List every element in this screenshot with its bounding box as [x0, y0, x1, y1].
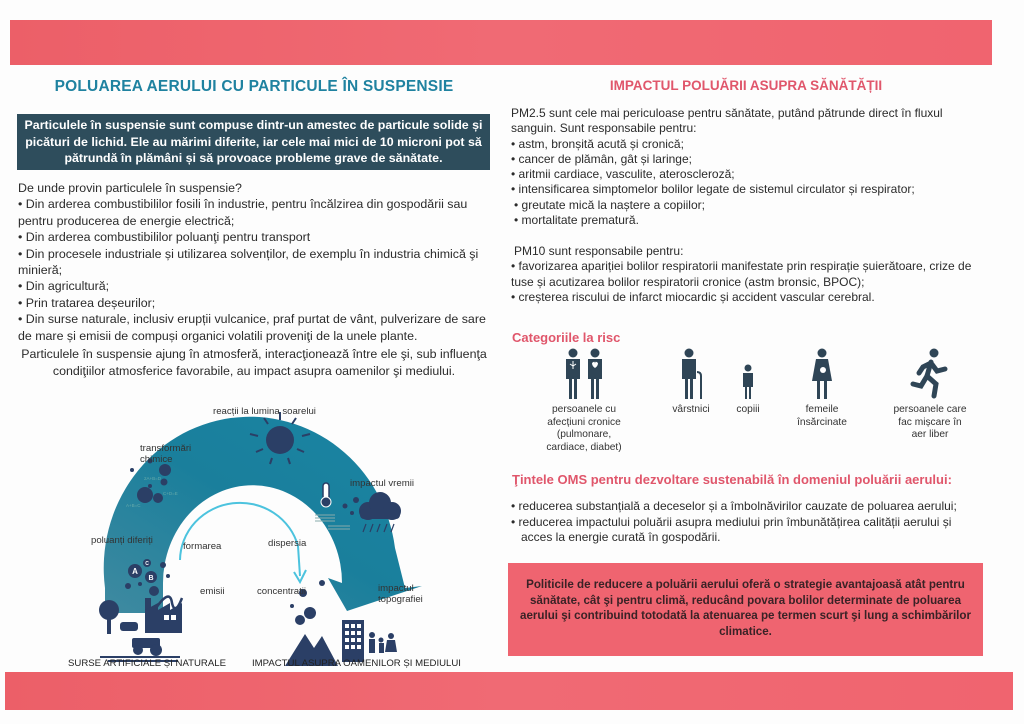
car-icon: [120, 622, 138, 631]
atmosphere-paragraph: Particulele în suspensie ajung în atmosferă, interacţionează între ele şi, sub influenţa condiţiilor atmosferice favorabile, au impact asupra oamenilor şi mediului.: [21, 347, 487, 378]
risk-category-pregnant: [790, 348, 854, 429]
right-section-title: IMPACTUL POLUĂRII ASUPRA SĂNĂTĂȚII: [609, 78, 883, 93]
oms-target-item: acces la energie curată în gospodării.: [521, 530, 721, 544]
label-formation: formarea: [183, 541, 222, 552]
oms-targets-list: [511, 499, 991, 546]
risk-category-children: [728, 348, 768, 417]
risk-category-label: persoanele cu afecțiuni cronice (pulmonare, cardiace, diabet): [546, 404, 622, 453]
pm25-section: [511, 106, 991, 228]
left-section-title: POLUAREA AERULUI CU PARTICULE ÎN SUSPENSIE: [54, 78, 454, 95]
risk-category-chronic: [536, 348, 632, 454]
source-item: • Din arderea combustibililor poluanţi pentru transport: [18, 230, 311, 245]
policy-highlight-box: Politicile de reducere a poluării aerului oferă o strategie avantajoasă atât pentru sănătate, cât şi pentru climă, reducând povara bolilor determinate de poluarea aerului şi contribuind totodată la atenuarea pe termen scurt şi lung a schimbărilor climatice.: [508, 563, 983, 656]
running-person-icon: [910, 348, 950, 400]
pm25-item: • intensificarea simptomelor bolilor legate de sistemul circulator și respirator;: [511, 182, 915, 197]
formula-text: 2A+B=D: [144, 476, 162, 481]
label-concentrations: concentrații: [257, 586, 307, 597]
formula-text: C+D=E: [163, 491, 178, 496]
pm25-intro: PM2.5 sunt cele mai periculoase pentru sănătate, putând pătrunde direct în fluxul sanguin. Sunt responsabile pentru:: [511, 106, 943, 136]
risk-categories-title: Categoriile la risc: [512, 330, 621, 345]
label-sunlight-reactions: reacții la lumina soarelui: [213, 406, 316, 417]
pm25-item: • mortalitate prematură.: [514, 213, 639, 228]
elderly-person-cane-icon: [677, 348, 705, 400]
sources-question: De unde provin particulele în suspensie?: [18, 181, 242, 195]
source-item: • Din procesele industriale și utilizarea solvenților, de exemplu în industria chimică şi minieră;: [18, 246, 479, 278]
pm25-item: • cancer de plămân, gât și laringe;: [511, 151, 692, 166]
risk-category-elderly: [666, 348, 716, 417]
label-topography-impact: impactul topografiei: [378, 583, 423, 605]
child-icon: [738, 348, 758, 400]
pm10-item: • favorizarea apariției bolilor respiratorii manifestate prin respirație șuierătoare, crize de tuse și acutizarea bolilor respiratorii cronice (astm bronsic, BPOC);: [511, 259, 972, 289]
risk-category-label: vârstnici: [672, 404, 710, 415]
caption-impact-people-environment: IMPACTUL ASUPRA OAMENILOR ȘI MEDIULUI: [252, 658, 461, 669]
pm25-item: • astm, bronșită acută și cronică;: [511, 136, 684, 151]
risk-category-label: copiii: [736, 404, 760, 415]
two-persons-organs-icon: [562, 348, 606, 400]
oms-target-item: • reducerea substanțială a deceselor și a îmbolnăvirilor cauzate de poluarea aerului;: [511, 499, 957, 513]
risk-category-label: femeile însărcinate: [797, 404, 847, 428]
label-chemical-transformations: transformări chimice: [140, 443, 192, 465]
source-item: • Din arderea combustibililor fosili în industrie, pentru încălzirea din gospodării sau pentru producerea de energie electrică;: [18, 197, 468, 228]
source-item: • Din surse naturale, inclusiv erupții vulcanice, praf purtat de vânt, pulverizare de sare de mare și emisii de compuși organici volatili proveniţi de la unele plante.: [18, 312, 486, 343]
formula-text: A+B=C: [126, 503, 141, 508]
risk-category-label: persoanele care fac mișcare în aer liber: [893, 404, 967, 440]
pollution-cycle-diagram: [60, 398, 480, 673]
source-item: • Prin tratarea deșeurilor;: [18, 295, 156, 310]
sources-list: [18, 180, 498, 344]
pm25-item: • aritmii cardiace, vasculite, ateroscleroză;: [511, 167, 735, 182]
top-decorative-bar: [10, 20, 992, 65]
pm10-intro: PM10 sunt responsabile pentru:: [514, 244, 684, 258]
svg-text:A: A: [132, 567, 138, 576]
svg-text:C: C: [145, 561, 149, 567]
pm25-item: • greutate mică la naștere a copiilor;: [514, 197, 705, 212]
oms-target-item: • reducerea impactului poluării asupra mediului prin îmbunătățirea calității aerului și: [511, 514, 952, 529]
caption-artificial-natural-sources: SURSE ARTIFICIALE ȘI NATURALE: [68, 658, 226, 669]
risk-category-outdoor-exercise: [890, 348, 970, 442]
family-icon: [369, 632, 375, 638]
source-item: • Din agricultură;: [18, 279, 110, 294]
label-various-pollutants: poluanți diferiți: [91, 535, 153, 546]
pm10-item: • creșterea riscului de infarct miocardic și accident vascular cerebral.: [511, 289, 875, 304]
pm10-section: [511, 244, 991, 305]
label-dispersion: dispersia: [268, 538, 307, 549]
oms-targets-title: Ţintele OMS pentru dezvoltare sustenabilă în domeniul poluării aerului:: [512, 472, 952, 487]
svg-text:B: B: [148, 575, 154, 582]
intro-definition-box: Particulele în suspensie sunt compuse dintr-un amestec de particule solide și picături de lichid. Ele au mărimi diferite, iar cele mai mici de 10 microni pot să pătrundă în plămâni și să provoace probleme grave de sănătate.: [17, 114, 490, 170]
thermometer-icon: [321, 483, 331, 507]
pregnant-woman-icon: [808, 348, 836, 400]
bottom-decorative-bar: [5, 672, 1013, 710]
label-weather-impact: impactul vremii: [350, 478, 414, 489]
label-emissions: emisii: [200, 586, 225, 597]
